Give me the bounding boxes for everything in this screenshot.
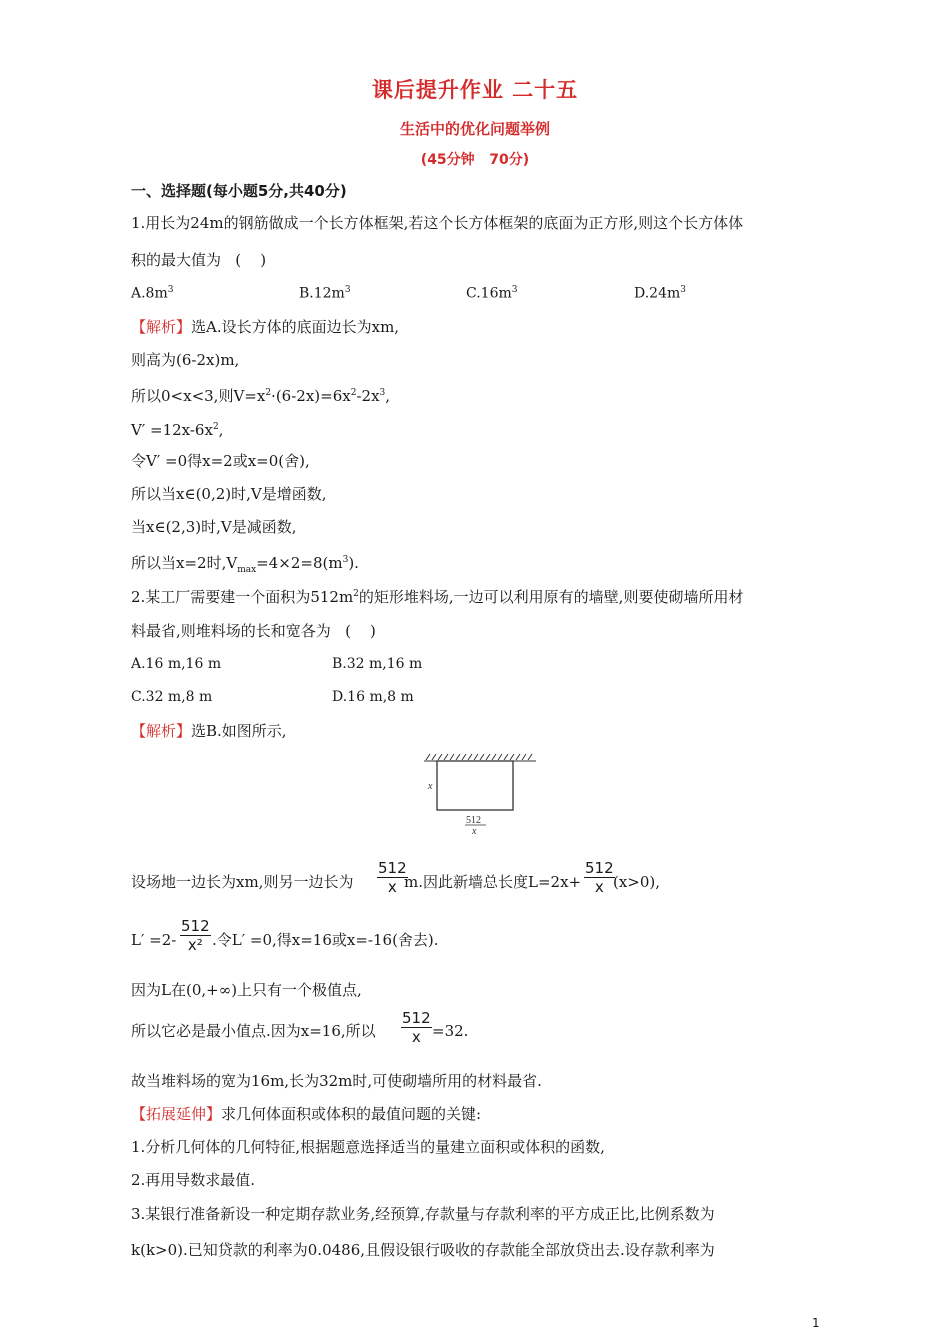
q2-option-b: B.32 m,16 m xyxy=(332,656,423,672)
q2-option-d: D.16 m,8 m xyxy=(332,689,414,705)
q2-line2: 料最省,则堆料场的长和宽各为 ( ) xyxy=(131,622,376,640)
q1-analysis-7: 当x∈(2,3)时,V是减函数, xyxy=(131,518,297,536)
q1-line2: 积的最大值为 ( ) xyxy=(131,251,267,269)
q1-option-b: $B.12m^3$ xyxy=(299,285,351,302)
q1-line1: 1.用长为24m的钢筋做成一个长方体框架,若这个长方体框架的底面为正方形,则这个长方体体 xyxy=(131,214,744,232)
q2-analysis-1: 【解析】选B.如图所示, xyxy=(131,722,287,740)
extension-point-1: 1.分析几何体的几何特征,根据题意选择适当的量建立面积或体积的函数, xyxy=(131,1138,605,1156)
q1-analysis-3: 所以0<x<3,则$V=x^2\cdot(6-2x)=6x^2-2x^3$, xyxy=(131,387,391,405)
q2-analysis-b3: 因为L在(0,+∞)上只有一个极值点, xyxy=(131,981,362,999)
analysis-tag: 【解析】 xyxy=(131,318,192,336)
q1-analysis-2: 则高为(6-2x)m, xyxy=(131,351,240,369)
extension-point-2: 2.再用导数求最值. xyxy=(131,1171,256,1189)
page-number: 1 xyxy=(812,1316,820,1330)
side-label: x xyxy=(428,781,433,792)
extension-tag: 【拓展延伸】 xyxy=(131,1105,222,1123)
storage-yard-figure xyxy=(420,752,540,840)
section-heading: 一、选择题(每小题5分,共40分) xyxy=(131,182,347,200)
q2-line1: 2.某工厂需要建一个面积为$512m^2$的矩形堆料场,一边可以利用原有的墙壁,则要使砌墙所用材 xyxy=(131,588,744,606)
q2-option-c: C.32 m,8 m xyxy=(131,689,213,705)
fraction-512-over-x: 512 x xyxy=(402,1009,431,1046)
bottom-label-denominator: x xyxy=(472,826,477,837)
q2-analysis-b5: 故当堆料场的宽为16m,长为32m时,可使砌墙所用的材料最省. xyxy=(131,1072,542,1090)
q3-line1: 3.某银行准备新设一种定期存款业务,经预算,存款量与存款利率的平方成正比,比例系数为 xyxy=(131,1205,715,1223)
yard-rectangle xyxy=(437,761,513,810)
extension-heading: 【拓展延伸】求几何体面积或体积的最值问题的关键: xyxy=(131,1105,482,1123)
q3-line2: k(k>0).已知贷款的利率为0.0486,且假设银行吸收的存款能全部放贷出去.设存款利率为 xyxy=(131,1241,715,1259)
q1-option-c: $C.16m^3$ xyxy=(466,285,518,302)
q1-analysis-5: 令V′ =0得x=2或x=0(舍), xyxy=(131,452,310,470)
q1-analysis-4: $V' =12x-6x^2$, xyxy=(131,421,224,439)
time-score: (45分钟 70分) xyxy=(420,152,530,168)
fraction-512-over-x: 512 x xyxy=(378,859,407,896)
q1-analysis-1: 【解析】选A.设长方体的底面边长为xm, xyxy=(131,318,400,336)
analysis-tag: 【解析】 xyxy=(131,722,192,740)
q1-option-d: $D.24m^3$ xyxy=(634,285,686,302)
page-subtitle: 生活中的优化问题举例 xyxy=(399,120,550,138)
q2-option-a: A.16 m,16 m xyxy=(131,656,222,672)
page-title: 课后提升作业 二十五 xyxy=(371,78,579,102)
wall-hatching xyxy=(424,754,536,761)
q1-analysis-6: 所以当x∈(0,2)时,V是增函数, xyxy=(131,485,327,503)
fraction-512-over-x: 512 x xyxy=(585,859,614,896)
q1-analysis-8: 所以当x=2时$,V_{max}=4\times 2=8(m^3)$. xyxy=(131,554,359,575)
fraction-512-over-x-squared: 512 x² xyxy=(181,917,210,954)
q1-option-a: $A.8m^3$ xyxy=(131,285,174,302)
bottom-label-numerator: 512 xyxy=(466,815,481,826)
